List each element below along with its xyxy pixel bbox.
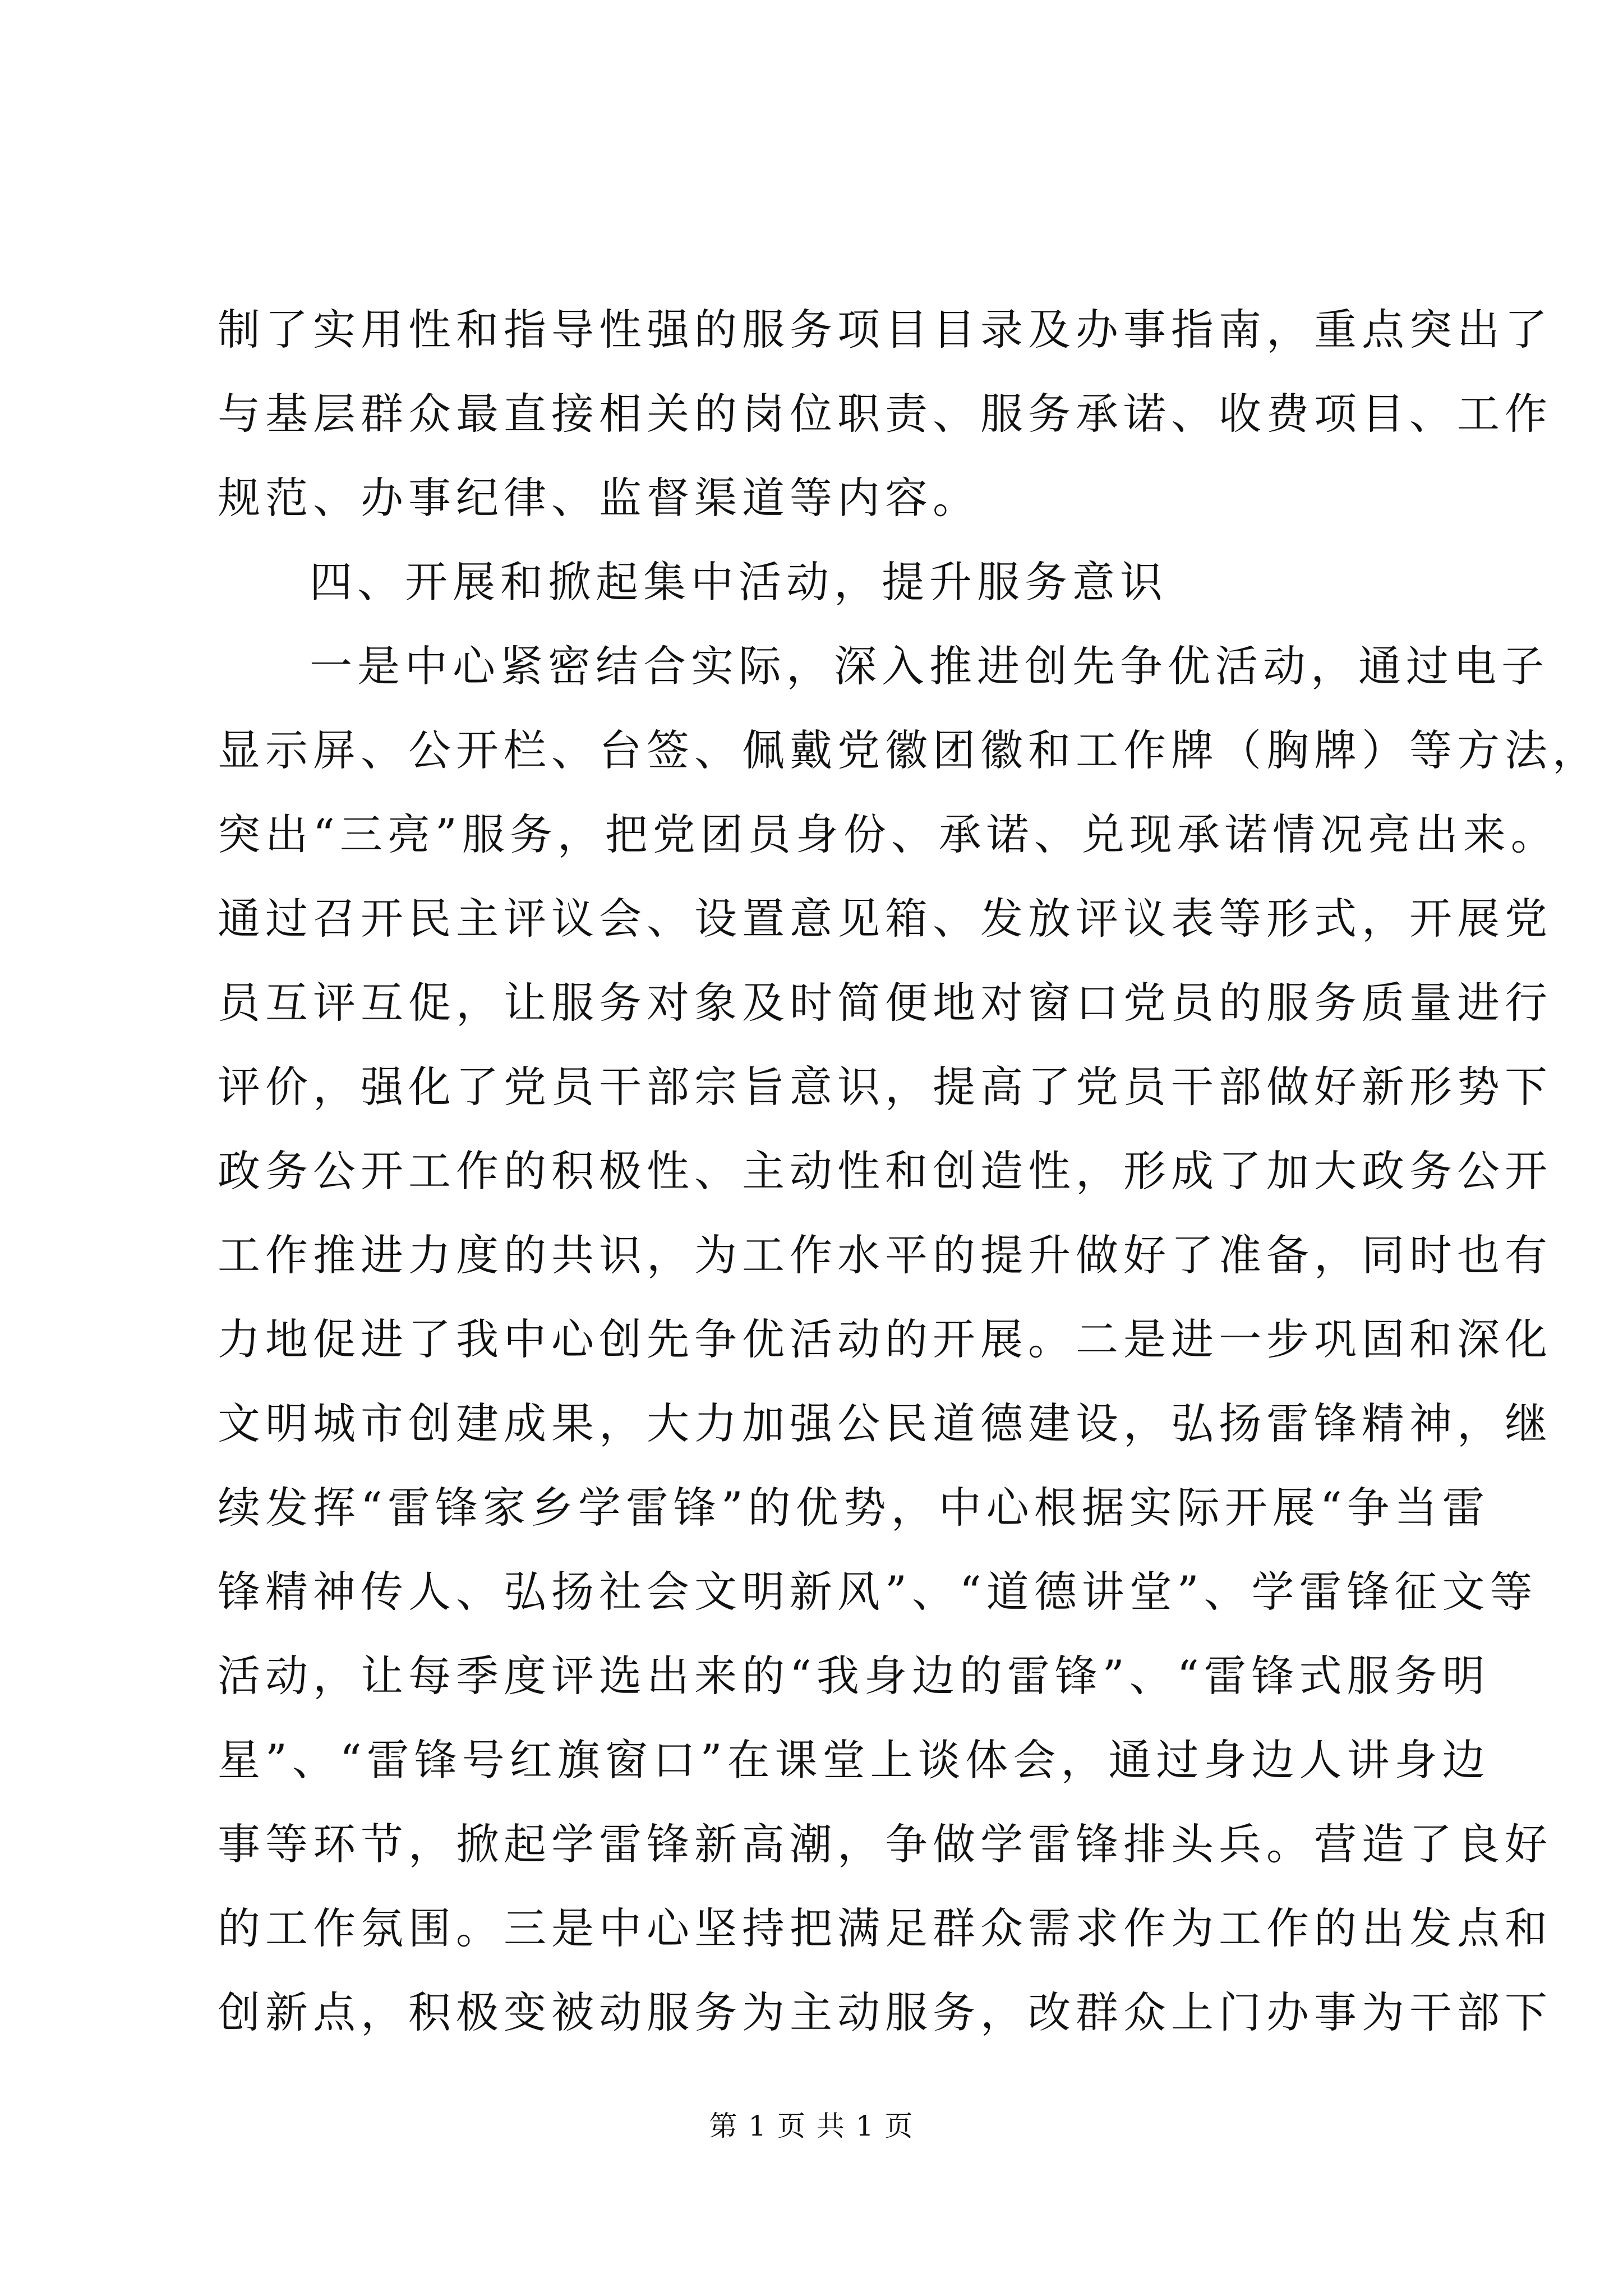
text-line: 文明城市创建成果，大力加强公民道德建设，弘扬雷锋精神，继 <box>218 1398 1552 1448</box>
text-line: 力地促进了我中心创先争优活动的开展。二是进一步巩固和深化 <box>218 1314 1552 1364</box>
section-heading: 四、开展和掀起集中活动，提升服务意识 <box>310 557 1168 607</box>
text-line: 活动，让每季度评选出来的“我身边的雷锋”、“雷锋式服务明 <box>218 1651 1490 1701</box>
text-line: 显示屏、公开栏、台签、佩戴党徽团徽和工作牌（胸牌）等方法， <box>218 725 1600 775</box>
text-line: 一是中心紧密结合实际，深入推进创先争优活动，通过电子 <box>310 641 1549 691</box>
text-line: 锋精神传人、弘扬社会文明新风”、“道德讲堂”、学雷锋征文等 <box>218 1567 1538 1617</box>
text-line: 创新点，积极变被动服务为主动服务，改群众上门办事为干部下 <box>218 1987 1552 2037</box>
text-line: 的工作氛围。三是中心坚持把满足群众需求作为工作的出发点和 <box>218 1903 1552 1953</box>
text-line: 通过召开民主评议会、设置意见箱、发放评议表等形式，开展党 <box>218 894 1552 944</box>
text-line: 员互评互促，让服务对象及时简便地对窗口党员的服务质量进行 <box>218 978 1552 1028</box>
text-line: 评价，强化了党员干部宗旨意识，提高了党员干部做好新形势下 <box>218 1062 1552 1112</box>
text-line: 突出“三亮”服务，把党团员身份、承诺、兑现承诺情况亮出来。 <box>218 809 1559 859</box>
text-line: 规范、办事纪律、监督渠道等内容。 <box>218 473 980 523</box>
text-line: 事等环节，掀起学雷锋新高潮，争做学雷锋排头兵。营造了良好 <box>218 1819 1552 1869</box>
page-footer: 第 1 页 共 1 页 <box>709 2110 914 2142</box>
text-line: 与基层群众最直接相关的岗位职责、服务承诺、收费项目、工作 <box>218 389 1552 439</box>
text-line: 星”、“雷锋号红旗窗口”在课堂上谈体会，通过身边人讲身边 <box>218 1735 1490 1785</box>
text-line: 政务公开工作的积极性、主动性和创造性，形成了加大政务公开 <box>218 1146 1552 1196</box>
text-line: 制了实用性和指导性强的服务项目目录及办事指南，重点突出了 <box>218 305 1552 355</box>
text-line: 续发挥“雷锋家乡学雷锋”的优势，中心根据实际开展“争当雷 <box>218 1483 1490 1533</box>
text-line: 工作推进力度的共识，为工作水平的提升做好了准备，同时也有 <box>218 1230 1552 1280</box>
